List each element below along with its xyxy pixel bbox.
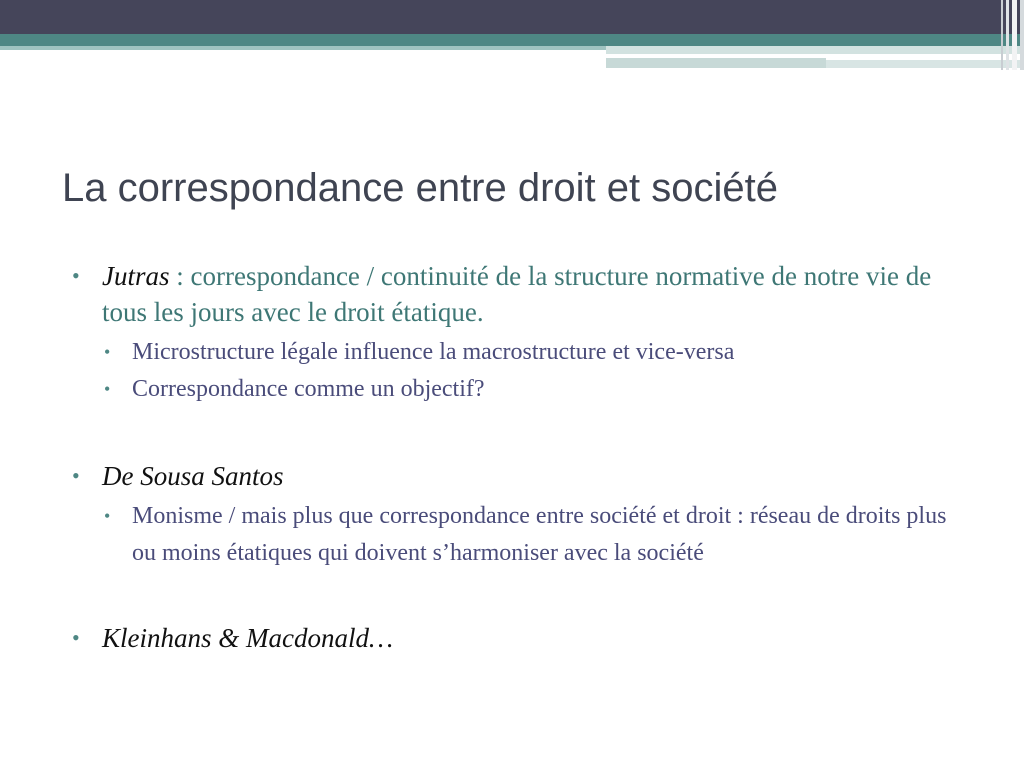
sub-list-de-sousa-santos xyxy=(72,498,972,572)
slide-title: La correspondance entre droit et société xyxy=(62,166,778,210)
sub-bullet-monisme xyxy=(72,498,972,572)
slide-content xyxy=(72,258,972,656)
sub-bullet-text: Correspondance comme un objectif? xyxy=(132,376,485,402)
header-band-dark xyxy=(0,0,1024,34)
bullet-de-sousa-santos xyxy=(72,458,972,494)
bullet-text-jutras: : correspondance / continuité de la structure normative de notre vie de tous les jours avec le droit étatique. xyxy=(102,261,932,327)
bullet-lead-kleinhans-macdonald: Kleinhans & Macdonald… xyxy=(102,623,393,653)
sub-bullet-text: Microstructure légale influence la macrostructure et vice-versa xyxy=(132,339,735,365)
sub-bullet-dot: • xyxy=(104,506,111,526)
bullet-jutras xyxy=(72,258,972,330)
sub-list-jutras xyxy=(72,334,972,408)
header-vertical-stripes xyxy=(994,0,1024,70)
sub-bullet-objectif xyxy=(72,371,972,408)
header-band-right-1 xyxy=(606,46,1024,54)
bullet-lead-jutras: Jutras xyxy=(102,261,170,291)
sub-bullet-microstructure xyxy=(72,334,972,371)
header-band-light xyxy=(0,46,606,50)
bullet-dot: • xyxy=(72,263,80,288)
bullet-dot: • xyxy=(72,625,80,650)
sub-bullet-text: Monisme / mais plus que correspondance entre société et droit : réseau de droits plus ou moins étatiques qui doivent s’harmoniser avec la société xyxy=(132,503,947,566)
bullet-kleinhans-macdonald xyxy=(72,620,972,656)
header-band-right-3 xyxy=(606,58,826,68)
sub-bullet-dot: • xyxy=(104,342,111,362)
header-band-teal xyxy=(0,34,1024,46)
bullet-lead-de-sousa-santos: De Sousa Santos xyxy=(102,461,284,491)
sub-bullet-dot: • xyxy=(104,379,111,399)
bullet-dot: • xyxy=(72,463,80,488)
